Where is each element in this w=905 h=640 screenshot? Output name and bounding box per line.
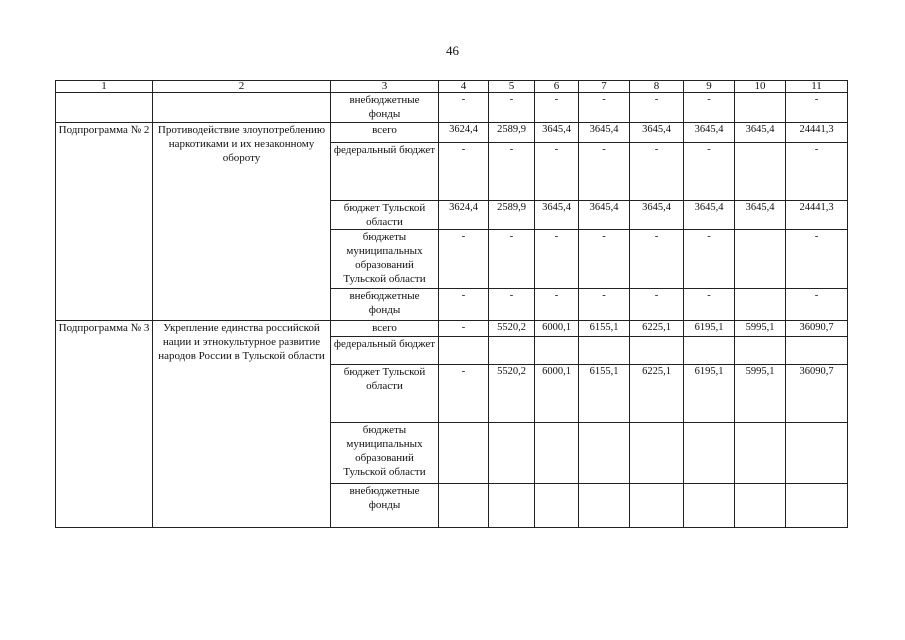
funding-source: бюджет Тульской области xyxy=(331,201,439,230)
value-cell-col-11: 36090,7 xyxy=(786,321,848,337)
subprogram-label: Подпрограмма № 2 xyxy=(56,123,153,321)
subprogram-name: Противодействие злоупотреблению наркотиками и их незаконному обороту xyxy=(153,123,331,321)
value-cell-col-10 xyxy=(735,484,786,528)
value-cell-col-10: 3645,4 xyxy=(735,201,786,230)
value-cell-col-4: - xyxy=(439,289,489,321)
table-row xyxy=(56,321,848,337)
value-cell-col-5: - xyxy=(489,230,535,289)
value-cell-col-7: - xyxy=(579,93,630,123)
funding-source: бюджет Тульской области xyxy=(331,365,439,423)
value-cell-col-9: - xyxy=(684,230,735,289)
funding-source: внебюджетные фонды xyxy=(331,484,439,528)
value-cell-col-6: - xyxy=(535,289,579,321)
funding-source: федеральный бюджет xyxy=(331,143,439,201)
value-cell-col-7: - xyxy=(579,230,630,289)
funding-source: бюджеты муниципальных образований Тульской области xyxy=(331,230,439,289)
empty-cell xyxy=(153,93,331,123)
value-cell-col-7 xyxy=(579,484,630,528)
value-cell-col-11: 24441,3 xyxy=(786,123,848,143)
column-header-3: 3 xyxy=(331,81,439,93)
funding-source: федеральный бюджет xyxy=(331,337,439,365)
column-header-11: 11 xyxy=(786,81,848,93)
value-cell-col-9 xyxy=(684,423,735,484)
value-cell-col-5 xyxy=(489,423,535,484)
value-cell-col-8: 6225,1 xyxy=(630,321,684,337)
funding-source: всего xyxy=(331,123,439,143)
value-cell-col-8 xyxy=(630,484,684,528)
value-cell-col-4: - xyxy=(439,321,489,337)
budget-table xyxy=(55,80,848,528)
value-cell-col-5: - xyxy=(489,93,535,123)
value-cell-col-5: 2589,9 xyxy=(489,201,535,230)
value-cell-col-8: - xyxy=(630,230,684,289)
value-cell-col-7: - xyxy=(579,289,630,321)
value-cell-col-6 xyxy=(535,484,579,528)
value-cell-col-10: 5995,1 xyxy=(735,365,786,423)
value-cell-col-8 xyxy=(630,423,684,484)
value-cell-col-9: - xyxy=(684,143,735,201)
table-row xyxy=(56,123,848,143)
value-cell-col-4: - xyxy=(439,143,489,201)
value-cell-col-9 xyxy=(684,484,735,528)
funding-source: бюджеты муниципальных образований Тульской области xyxy=(331,423,439,484)
value-cell-col-6 xyxy=(535,337,579,365)
value-cell-col-9 xyxy=(684,337,735,365)
value-cell-col-5: - xyxy=(489,143,535,201)
value-cell-col-4 xyxy=(439,337,489,365)
value-cell-col-7: 3645,4 xyxy=(579,201,630,230)
value-cell-col-11 xyxy=(786,484,848,528)
value-cell-col-8: 3645,4 xyxy=(630,123,684,143)
value-cell-col-8: 3645,4 xyxy=(630,201,684,230)
value-cell-col-11: 36090,7 xyxy=(786,365,848,423)
value-cell-col-11: - xyxy=(786,230,848,289)
value-cell-col-11: - xyxy=(786,143,848,201)
subprogram-label: Подпрограмма № 3 xyxy=(56,321,153,528)
value-cell-col-6: 3645,4 xyxy=(535,123,579,143)
value-cell-col-10 xyxy=(735,93,786,123)
value-cell-col-4 xyxy=(439,423,489,484)
table-row xyxy=(56,93,848,123)
table-body xyxy=(56,81,848,528)
value-cell-col-6 xyxy=(535,423,579,484)
column-header-4: 4 xyxy=(439,81,489,93)
value-cell-col-4: 3624,4 xyxy=(439,201,489,230)
value-cell-col-4: - xyxy=(439,230,489,289)
value-cell-col-11: 24441,3 xyxy=(786,201,848,230)
value-cell-col-8: - xyxy=(630,289,684,321)
value-cell-col-7 xyxy=(579,423,630,484)
value-cell-col-11: - xyxy=(786,289,848,321)
column-header-6: 6 xyxy=(535,81,579,93)
value-cell-col-6: 3645,4 xyxy=(535,201,579,230)
value-cell-col-7: 6155,1 xyxy=(579,321,630,337)
funding-source: внебюджетные фонды xyxy=(331,289,439,321)
value-cell-col-9: - xyxy=(684,93,735,123)
value-cell-col-9: - xyxy=(684,289,735,321)
value-cell-col-11 xyxy=(786,337,848,365)
value-cell-col-7 xyxy=(579,337,630,365)
column-header-2: 2 xyxy=(153,81,331,93)
funding-source: внебюджетные фонды xyxy=(331,93,439,123)
value-cell-col-4 xyxy=(439,484,489,528)
value-cell-col-10: 5995,1 xyxy=(735,321,786,337)
value-cell-col-8: 6225,1 xyxy=(630,365,684,423)
value-cell-col-5: - xyxy=(489,289,535,321)
subprogram-name: Укрепление единства российской нации и этнокультурное развитие народов России в Тульской области xyxy=(153,321,331,528)
value-cell-col-6: - xyxy=(535,143,579,201)
value-cell-col-7: 3645,4 xyxy=(579,123,630,143)
page-number: 46 xyxy=(446,43,459,58)
value-cell-col-5: 2589,9 xyxy=(489,123,535,143)
empty-cell xyxy=(56,93,153,123)
value-cell-col-5: 5520,2 xyxy=(489,321,535,337)
column-header-8: 8 xyxy=(630,81,684,93)
value-cell-col-11 xyxy=(786,423,848,484)
value-cell-col-9: 3645,4 xyxy=(684,201,735,230)
value-cell-col-6: 6000,1 xyxy=(535,365,579,423)
funding-source: всего xyxy=(331,321,439,337)
value-cell-col-6: 6000,1 xyxy=(535,321,579,337)
value-cell-col-11: - xyxy=(786,93,848,123)
table-header-row xyxy=(56,81,848,93)
value-cell-col-10 xyxy=(735,289,786,321)
value-cell-col-6: - xyxy=(535,93,579,123)
value-cell-col-8: - xyxy=(630,143,684,201)
value-cell-col-10 xyxy=(735,230,786,289)
column-header-7: 7 xyxy=(579,81,630,93)
value-cell-col-8 xyxy=(630,337,684,365)
value-cell-col-10 xyxy=(735,337,786,365)
value-cell-col-10 xyxy=(735,143,786,201)
value-cell-col-5: 5520,2 xyxy=(489,365,535,423)
column-header-10: 10 xyxy=(735,81,786,93)
value-cell-col-9: 6195,1 xyxy=(684,365,735,423)
value-cell-col-6: - xyxy=(535,230,579,289)
value-cell-col-7: - xyxy=(579,143,630,201)
value-cell-col-9: 6195,1 xyxy=(684,321,735,337)
value-cell-col-9: 3645,4 xyxy=(684,123,735,143)
value-cell-col-5 xyxy=(489,337,535,365)
value-cell-col-10 xyxy=(735,423,786,484)
column-header-1: 1 xyxy=(56,81,153,93)
value-cell-col-10: 3645,4 xyxy=(735,123,786,143)
column-header-5: 5 xyxy=(489,81,535,93)
value-cell-col-5 xyxy=(489,484,535,528)
column-header-9: 9 xyxy=(684,81,735,93)
value-cell-col-4: - xyxy=(439,93,489,123)
value-cell-col-4: 3624,4 xyxy=(439,123,489,143)
value-cell-col-4: - xyxy=(439,365,489,423)
value-cell-col-8: - xyxy=(630,93,684,123)
value-cell-col-7: 6155,1 xyxy=(579,365,630,423)
